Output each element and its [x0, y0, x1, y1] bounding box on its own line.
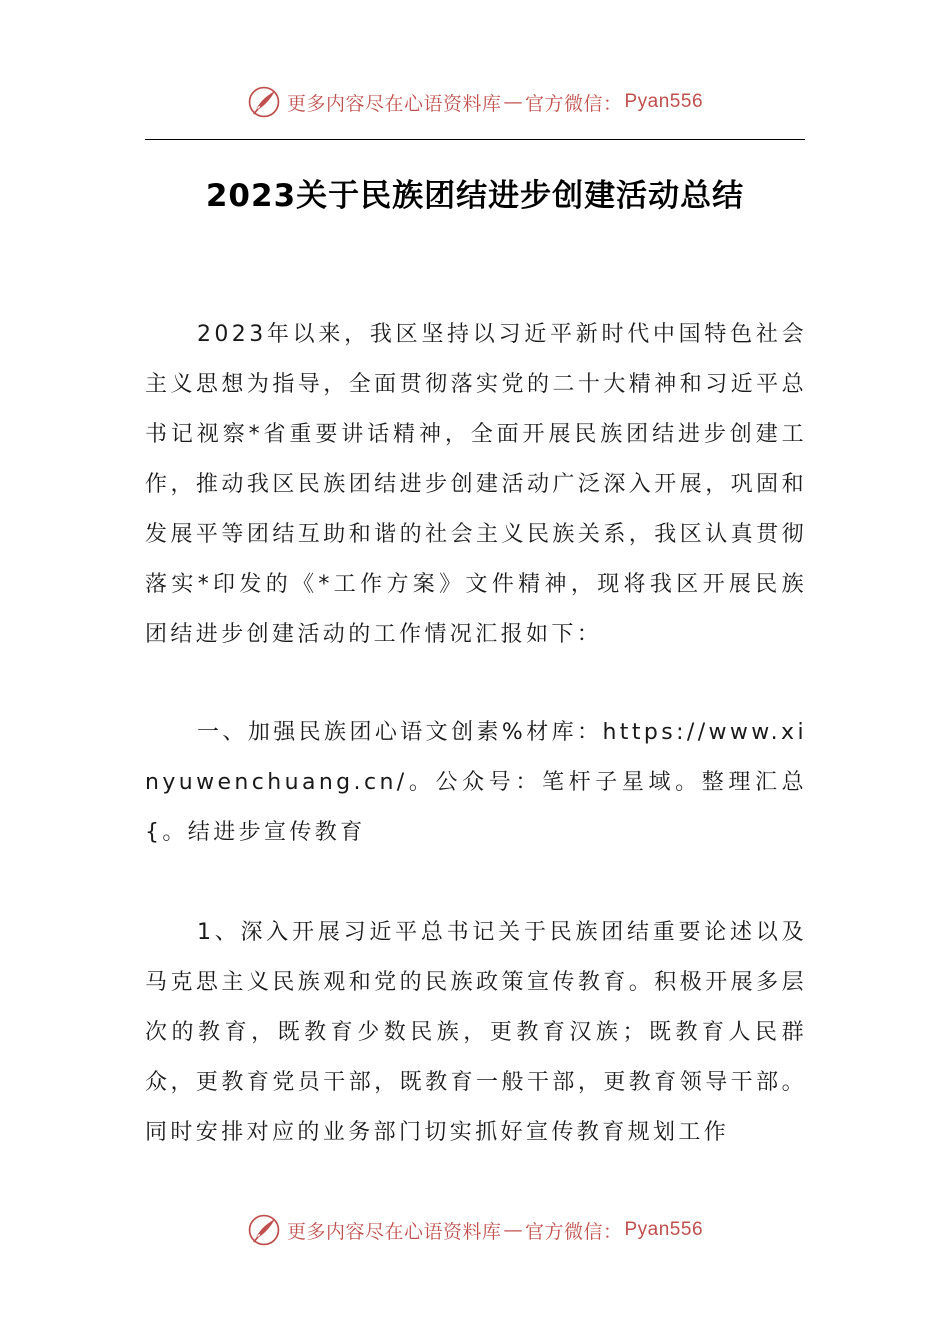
banner-separator: —	[503, 1219, 523, 1241]
section-heading-paragraph: 一、加强民族团心语文创素%材库：https://www.xinyuwenchuang.cn/。公众号：笔杆子星域。整理汇总{。结进步宣传教育	[145, 720, 807, 845]
banner-separator: —	[503, 91, 523, 113]
quill-pen-logo-icon	[247, 1213, 281, 1247]
footer-banner	[0, 1210, 950, 1250]
banner-text: 更多内容尽在心语资料库	[286, 92, 502, 115]
wechat-id: Pyan556	[624, 91, 704, 112]
banner-text: 更多内容尽在心语资料库	[286, 1220, 502, 1243]
body-paragraph: 1、深入开展习近平总书记关于民族团结重要论述以及马克思主义民族观和党的民族政策宣传教育。积极开展多层次的教育，既教育少数民族，更教育汉族；既教育人民群众，更教育党员干部，既教育一般干部，更教育领导干部。同时安排对应的业务部门切实抓好宣传教育规划工作	[145, 920, 807, 1145]
wechat-label: 官方微信：	[524, 92, 623, 115]
header-divider	[145, 139, 805, 140]
wechat-id: Pyan556	[624, 1219, 704, 1240]
quill-pen-logo-icon	[247, 85, 281, 119]
document-title: 2023关于民族团结进步创建活动总结	[205, 178, 745, 214]
wechat-label: 官方微信：	[524, 1220, 623, 1243]
body-paragraph: 2023年以来，我区坚持以习近平新时代中国特色社会主义思想为指导，全面贯彻落实党的二十大精神和习近平总书记视察*省重要讲话精神，全面开展民族团结进步创建工作，推动我区民族团结进步创建活动广泛深入开展，巩固和发展平等团结互助和谐的社会主义民族关系，我区认真贯彻落实*印发的《*工作方案》文件精神，现将我区开展民族团结进步创建活动的工作情况汇报如下：	[145, 322, 807, 647]
header-banner	[0, 82, 950, 122]
